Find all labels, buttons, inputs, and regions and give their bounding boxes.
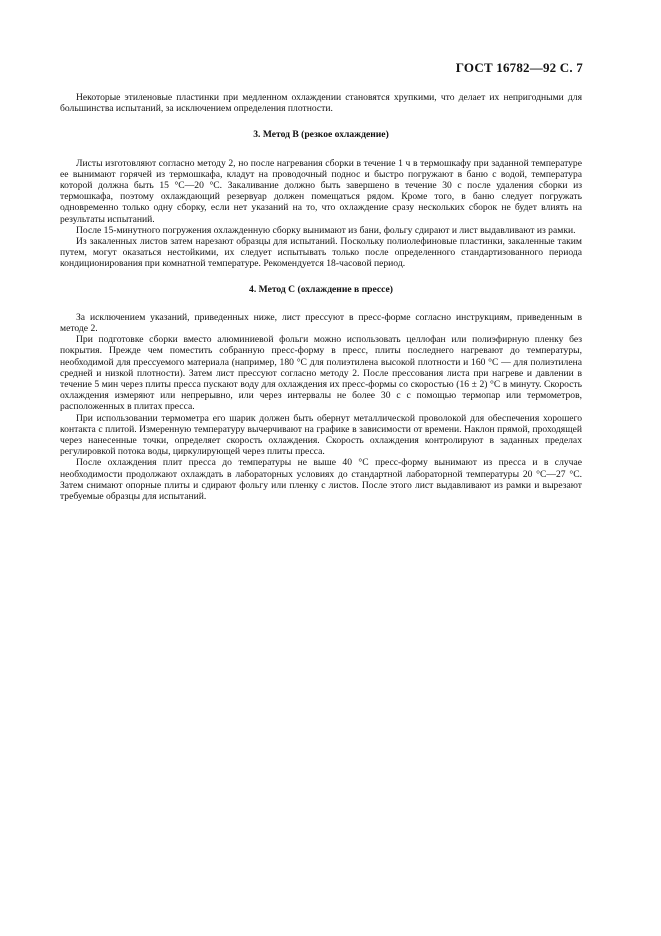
section-4-paragraph: После охлаждения плит пресса до температуры не выше 40 °С пресс-форму вынимают из пресса и в случае необходимости продолжают охлаждать в лабораторных условиях до стандартной лабораторной температуры 20 °С—27 °С. Затем снимают опорные плиты и сдирают фольгу или пленку с листов. После этого лист выдавливают из рамки и вырезают требуемые образцы для испытаний. <box>60 457 582 503</box>
section-3-title: 3. Метод В (резкое охлаждение) <box>253 129 389 141</box>
section-3-paragraph: Из закаленных листов затем нарезают образцы для испытаний. Поскольку полиолефиновые пластинки, закаленные таким путем, могут оказаться нестойкими, их следует испытывать только после определенного стандартизованного периода кондиционирования при комнатной температуре. Рекомендуется 18-часовой период. <box>60 236 582 270</box>
section-3-paragraph: Листы изготовляют согласно методу 2, но после нагревания сборки в течение 1 ч в термошкафу при заданной температуре ее вынимают горячей из термошкафа, кладут на проводочный поднос и быстро погружают в баню с водой, температура которой должна быть 15 °С—20 °С. Закаливание должно быть завершено в течение 30 с после удаления сборки из термошкафа, поэтому охлаждающий резервуар должен помещаться рядом. Кроме того, в баню следует погружать одновременно только одну сборку, если нет указаний на то, что охлаждение сразу нескольких сборок не будет влиять на результаты испытаний. <box>60 157 582 225</box>
section-4-paragraph: При использовании термометра его шарик должен быть обернут металлической проволокой для обеспечения хорошего контакта с плитой. Измеренную температуру вычерчивают на графике в зависимости от времени. Наклон прямой, проходящей через нанесенные точки, определяет скорость охлаждения. Скорость охлаждения контролируют в заданных пределах регулировкой потока воды, циркулирующей через плиты пресса. <box>60 412 582 458</box>
section-3-paragraph: После 15-минутного погружения охлажденную сборку вынимают из бани, фольгу сдирают и лист выдавливают из рамки. <box>76 224 576 236</box>
document-body <box>60 92 582 502</box>
section-4-title: 4. Метод С (охлаждение в прессе) <box>249 283 393 295</box>
page-header-code: ГОСТ 16782—92 С. 7 <box>455 60 583 75</box>
section-4-paragraph: За исключением указаний, приведенных ниже, лист прессуют в пресс-форме согласно инструкциям, приведенным в методе 2. <box>60 311 582 335</box>
section-4-paragraph: При подготовке сборки вместо алюминиевой фольги можно использовать целлофан или полиэфирную пленку без покрытия. Прежде чем поместить собранную пресс-форму в пресс, плиты последнего нагревают до температуры, необходимой для прессуемого материала (например, 180 °С для полиэтилена высокой плотности и 160 °С — для полиэтилена средней и низкой плотности). Затем лист прессуют согласно методу 2. После прессования листа при нагреве и давлении в течение 5 мин через плиты пресса пускают воду для охлаждения их пресс-формы со скоростью (16 ± 2) °С в минуту. Скорость охлаждения измеряют или непрерывно, или через интервалы не более 30 с с помощью термопар или термометров, расположенных в плитах пресса. <box>60 334 582 413</box>
intro-paragraph: Некоторые этиленовые пластинки при медленном охлаждении становятся хрупкими, что делает их непригодными для большинства испытаний, за исключением определения плотности. <box>60 92 582 115</box>
